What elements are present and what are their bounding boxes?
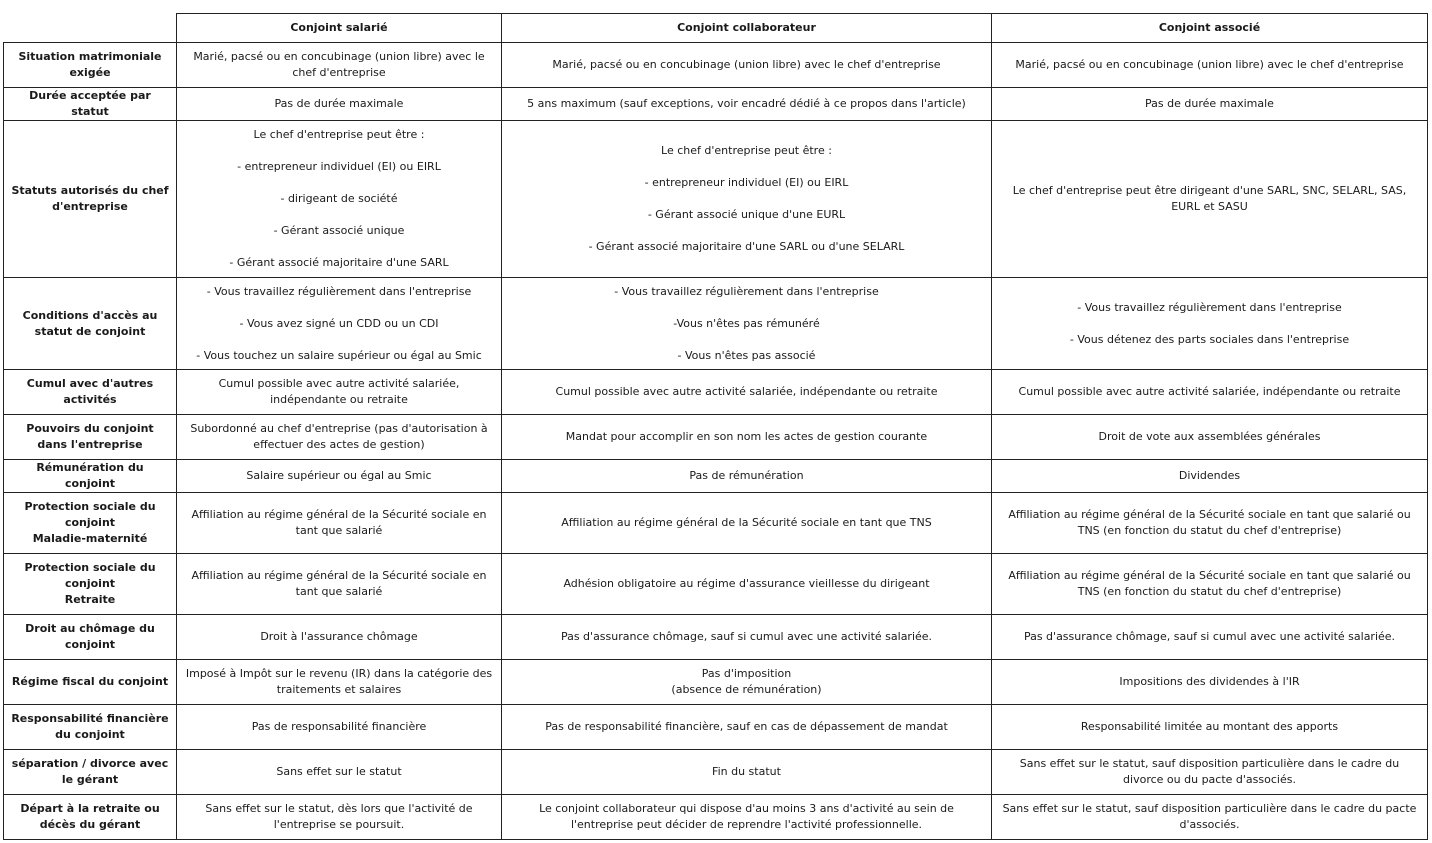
table-cell: Sans effet sur le statut, dès lors que l'activité de l'entreprise se poursuit. — [177, 795, 502, 840]
table-cell: Cumul possible avec autre activité salariée, indépendante ou retraite — [992, 370, 1428, 415]
row-label: Rémunération du conjoint — [4, 460, 177, 493]
table-cell: Sans effet sur le statut, sauf disposition particulière dans le cadre du divorce ou du pacte d'associés. — [992, 750, 1428, 795]
table-cell: Droit de vote aux assemblées générales — [992, 415, 1428, 460]
table-cell: Pas de rémunération — [502, 460, 992, 493]
table-cell: Le chef d'entreprise peut être : - entrepreneur individuel (EI) ou EIRL - Gérant associé unique d'une EURL - Gérant associé majoritaire d'une SARL ou d'une SELARL — [502, 121, 992, 278]
table-cell: Cumul possible avec autre activité salariée, indépendante ou retraite — [502, 370, 992, 415]
table-cell: Mandat pour accomplir en son nom les actes de gestion courante — [502, 415, 992, 460]
table-row — [4, 460, 1428, 493]
comparison-table — [3, 13, 1428, 840]
table-row — [4, 88, 1428, 121]
table-cell: Affiliation au régime général de la Sécurité sociale en tant que salarié — [177, 493, 502, 554]
table-cell: Cumul possible avec autre activité salariée, indépendante ou retraite — [177, 370, 502, 415]
row-label: Départ à la retraite ou décès du gérant — [4, 795, 177, 840]
table-cell: Salaire supérieur ou égal au Smic — [177, 460, 502, 493]
table-cell: Sans effet sur le statut, sauf disposition particulière dans le cadre du pacte d'associés. — [992, 795, 1428, 840]
corner-cell — [4, 14, 177, 43]
table-row — [4, 554, 1428, 615]
table-cell: - Vous travaillez régulièrement dans l'entreprise - Vous détenez des parts sociales dans l'entreprise — [992, 278, 1428, 370]
row-label: Conditions d'accès au statut de conjoint — [4, 278, 177, 370]
table-cell: Affiliation au régime général de la Sécurité sociale en tant que salarié ou TNS (en fonction du statut du chef d'entreprise) — [992, 554, 1428, 615]
table-row — [4, 415, 1428, 460]
table-cell: Affiliation au régime général de la Sécurité sociale en tant que TNS — [502, 493, 992, 554]
table-cell: Le conjoint collaborateur qui dispose d'au moins 3 ans d'activité au sein de l'entreprise peut décider de reprendre l'activité professionnelle. — [502, 795, 992, 840]
table-row — [4, 121, 1428, 278]
table-cell: Responsabilité limitée au montant des apports — [992, 705, 1428, 750]
table-row — [4, 615, 1428, 660]
table-row — [4, 278, 1428, 370]
table-row — [4, 370, 1428, 415]
column-header-associe: Conjoint associé — [992, 14, 1428, 43]
table-cell: Fin du statut — [502, 750, 992, 795]
row-label: séparation / divorce avec le gérant — [4, 750, 177, 795]
row-label: Protection sociale du conjoint Retraite — [4, 554, 177, 615]
table-cell: 5 ans maximum (sauf exceptions, voir encadré dédié à ce propos dans l'article) — [502, 88, 992, 121]
row-label: Cumul avec d'autres activités — [4, 370, 177, 415]
table-cell: Subordonné au chef d'entreprise (pas d'autorisation à effectuer des actes de gestion) — [177, 415, 502, 460]
table-cell: Pas d'assurance chômage, sauf si cumul avec une activité salariée. — [502, 615, 992, 660]
table-cell: Pas de responsabilité financière — [177, 705, 502, 750]
table-row — [4, 493, 1428, 554]
table-cell: Marié, pacsé ou en concubinage (union libre) avec le chef d'entreprise — [177, 43, 502, 88]
table-cell: Affiliation au régime général de la Sécurité sociale en tant que salarié ou TNS (en fonction du statut du chef d'entreprise) — [992, 493, 1428, 554]
row-label: Pouvoirs du conjoint dans l'entreprise — [4, 415, 177, 460]
table-cell: - Vous travaillez régulièrement dans l'entreprise - Vous avez signé un CDD ou un CDI - Vous touchez un salaire supérieur ou égal au Smic — [177, 278, 502, 370]
table-cell: Droit à l'assurance chômage — [177, 615, 502, 660]
table-cell: Pas de durée maximale — [177, 88, 502, 121]
table-cell: Le chef d'entreprise peut être : - entrepreneur individuel (EI) ou EIRL - dirigeant de société - Gérant associé unique - Gérant associé majoritaire d'une SARL — [177, 121, 502, 278]
table-cell: Pas de responsabilité financière, sauf en cas de dépassement de mandat — [502, 705, 992, 750]
table-row — [4, 705, 1428, 750]
table-cell: Pas de durée maximale — [992, 88, 1428, 121]
row-label: Régime fiscal du conjoint — [4, 660, 177, 705]
row-label: Situation matrimoniale exigée — [4, 43, 177, 88]
table-row — [4, 795, 1428, 840]
table-cell: Marié, pacsé ou en concubinage (union libre) avec le chef d'entreprise — [502, 43, 992, 88]
table-row — [4, 750, 1428, 795]
row-label: Durée acceptée par statut — [4, 88, 177, 121]
row-label: Responsabilité financière du conjoint — [4, 705, 177, 750]
row-label: Droit au chômage du conjoint — [4, 615, 177, 660]
table-cell: Pas d'assurance chômage, sauf si cumul avec une activité salariée. — [992, 615, 1428, 660]
table-row — [4, 43, 1428, 88]
table-cell: Marié, pacsé ou en concubinage (union libre) avec le chef d'entreprise — [992, 43, 1428, 88]
table-cell: Le chef d'entreprise peut être dirigeant d'une SARL, SNC, SELARL, SAS, EURL et SASU — [992, 121, 1428, 278]
table-row — [4, 660, 1428, 705]
table-cell: Adhésion obligatoire au régime d'assurance vieillesse du dirigeant — [502, 554, 992, 615]
table-cell: Sans effet sur le statut — [177, 750, 502, 795]
column-header-collaborateur: Conjoint collaborateur — [502, 14, 992, 43]
table-cell: Pas d'imposition (absence de rémunération) — [502, 660, 992, 705]
row-label: Protection sociale du conjoint Maladie-maternité — [4, 493, 177, 554]
table-cell: Imposé à Impôt sur le revenu (IR) dans la catégorie des traitements et salaires — [177, 660, 502, 705]
column-header-salarie: Conjoint salarié — [177, 14, 502, 43]
header-row — [4, 14, 1428, 43]
row-label: Statuts autorisés du chef d'entreprise — [4, 121, 177, 278]
table-cell: - Vous travaillez régulièrement dans l'entreprise -Vous n'êtes pas rémunéré - Vous n'êtes pas associé — [502, 278, 992, 370]
table-cell: Affiliation au régime général de la Sécurité sociale en tant que salarié — [177, 554, 502, 615]
table-cell: Dividendes — [992, 460, 1428, 493]
table-cell: Impositions des dividendes à l'IR — [992, 660, 1428, 705]
